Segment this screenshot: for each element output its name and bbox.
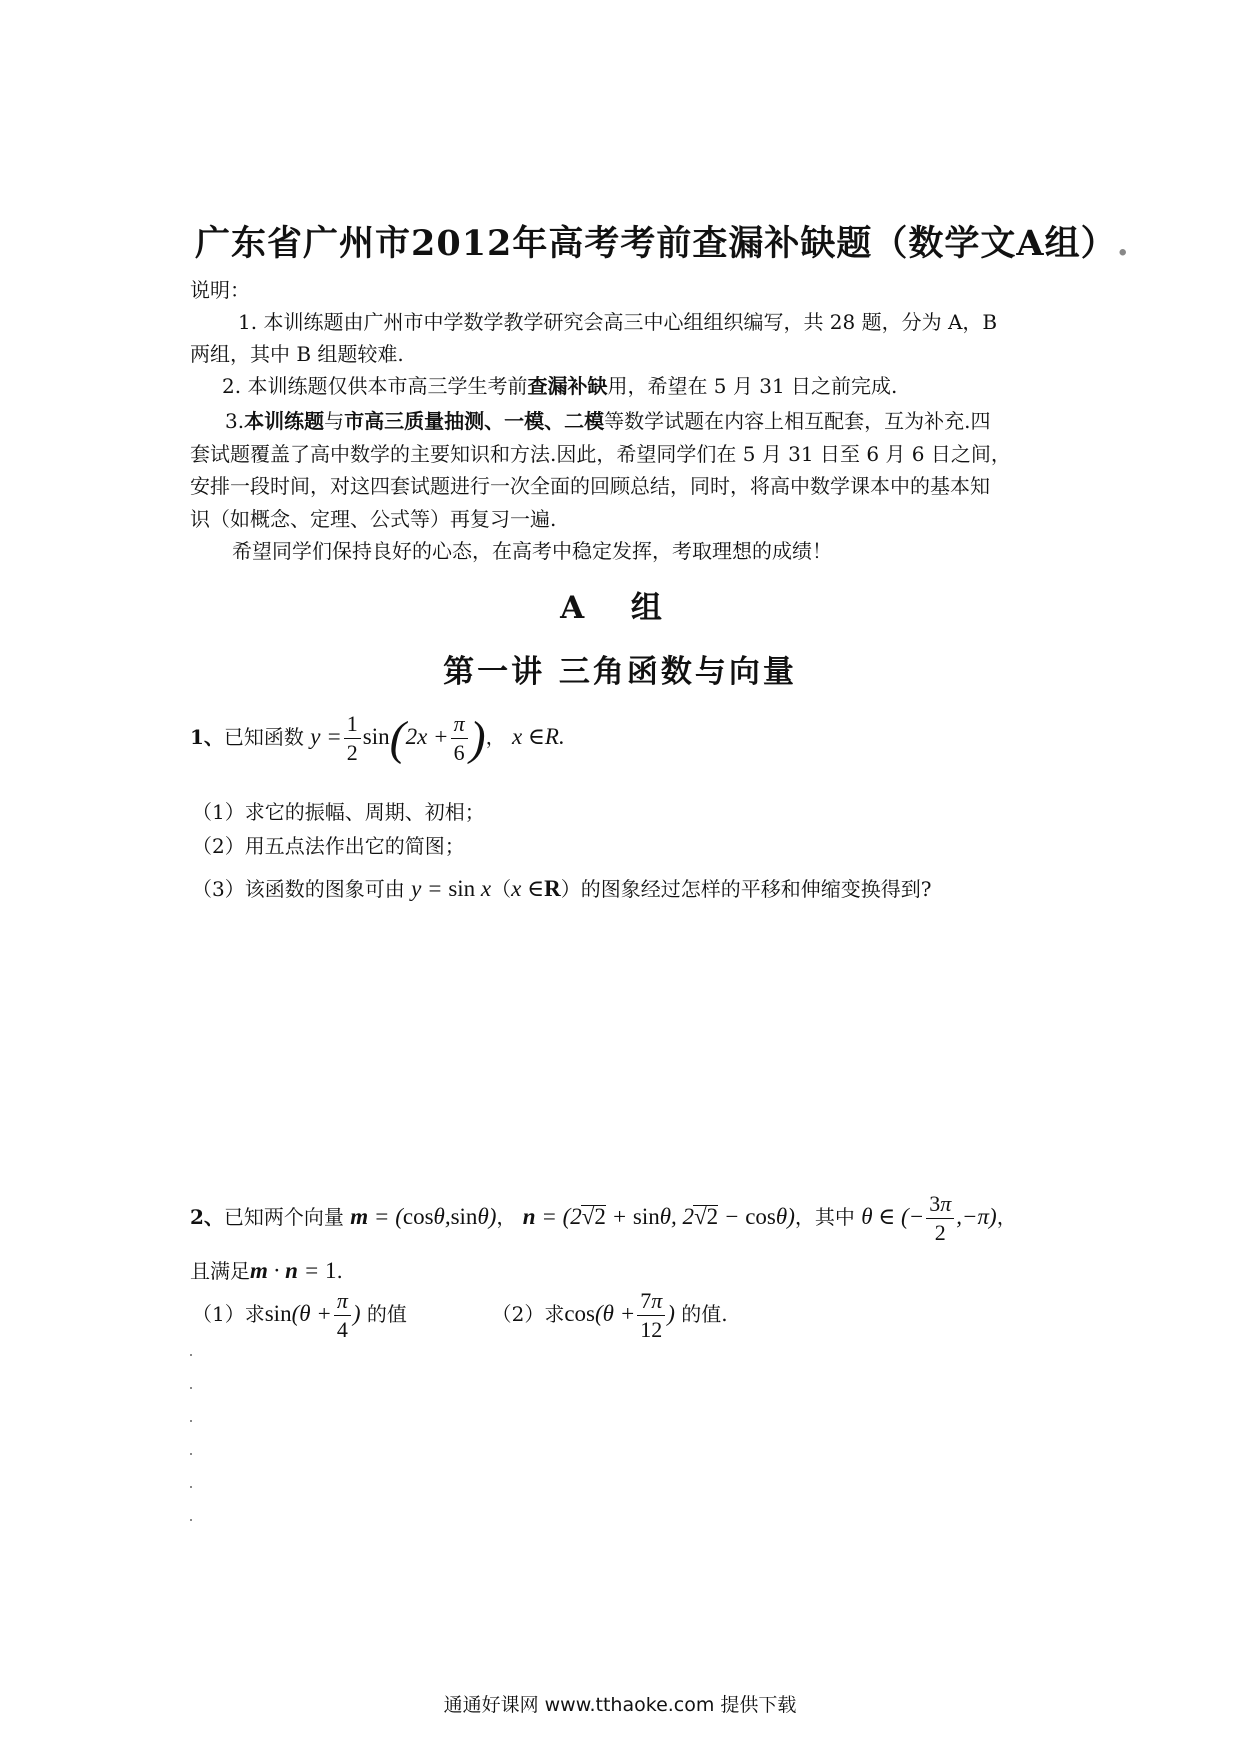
document-title: 广东省广州市2012年高考考前查漏补缺题（数学文A组）. bbox=[195, 223, 1130, 264]
question-2-stem: 2、已知两个向量 m = (cosθ,sinθ)， n = (2√2 + sinθ, 2√2 − cosθ)，其中 θ ∈ (− $\frac{3\pi}{2}$ ,−π)， bbox=[190, 1191, 1017, 1245]
q2-vector-m: m = (cosθ,sinθ) bbox=[350, 1203, 497, 1229]
note-2: 2. 本训练题仅供本市高三学生考前查漏补缺用，希望在 5 月 31 日之前完成. bbox=[222, 374, 898, 398]
note-3-line-4: 识（如概念、定理、公式等）再复习一遍. bbox=[190, 507, 557, 531]
note-3-line-3: 安排一段时间，对这四套试题进行一次全面的回顾总结，同时，将高中数学课本中的基本知 bbox=[190, 474, 990, 498]
note-1-line-1: 1. 本训练题由广州市中学数学教学研究会高三中心组组织编写，共 28 题，分为 A，B bbox=[238, 310, 998, 334]
q2-vector-n: n = (2√2 + sinθ, 2√2 − cosθ) bbox=[522, 1203, 795, 1229]
q2-range: θ ∈ (− $\frac{3\pi}{2}$ ,−π) bbox=[861, 1191, 997, 1245]
question-1-part-1: （1）求它的振幅、周期、初相； bbox=[192, 800, 485, 824]
group-title: A 组 bbox=[560, 590, 680, 626]
question-1-stem: 1、已知函数 y = $\frac{1}{2}$ sin(2x + $\frac{\pi}{6}$ )， x ∈R. bbox=[190, 711, 565, 765]
question-2-subparts: （1）求sin(θ + $\frac{\pi}{4}$ ) 的值 （2）求cos(θ + $\frac{7\pi}{12}$ ) 的值. bbox=[192, 1288, 728, 1342]
question-2-condition: 且满足m · n = 1. bbox=[190, 1258, 343, 1283]
note-3-line-1: 3.本训练题与市高三质量抽测、一模、二模等数学试题在内容上相互配套，互为补充.四 bbox=[225, 409, 991, 433]
blank-answer-area-dots bbox=[190, 1354, 192, 1552]
q1-formula: y = $\frac{1}{2}$ sin(2x + $\frac{\pi}{6}$ ) bbox=[310, 711, 486, 765]
footer-source: 通通好课网 www.tthaoke.com 提供下载 bbox=[443, 1694, 797, 1716]
note-4: 希望同学们保持良好的心态，在高考中稳定发挥，考取理想的成绩！ bbox=[232, 539, 832, 563]
lecture-title: 第一讲 三角函数与向量 bbox=[443, 654, 797, 690]
note-3-line-2: 套试题覆盖了高中数学的主要知识和方法.因此，希望同学们在 5 月 31 日至 6 月 6 日之间， bbox=[190, 442, 1011, 466]
question-1-part-3: （3）该函数的图象可由 y = sin x（x ∈R）的图象经过怎样的平移和伸缩变换得到? bbox=[192, 876, 932, 901]
note-1-line-2: 两组，其中 B 组题较难. bbox=[190, 342, 404, 366]
notes-label: 说明： bbox=[190, 278, 250, 302]
question-1-part-2: （2）用五点法作出它的简图； bbox=[192, 834, 465, 858]
